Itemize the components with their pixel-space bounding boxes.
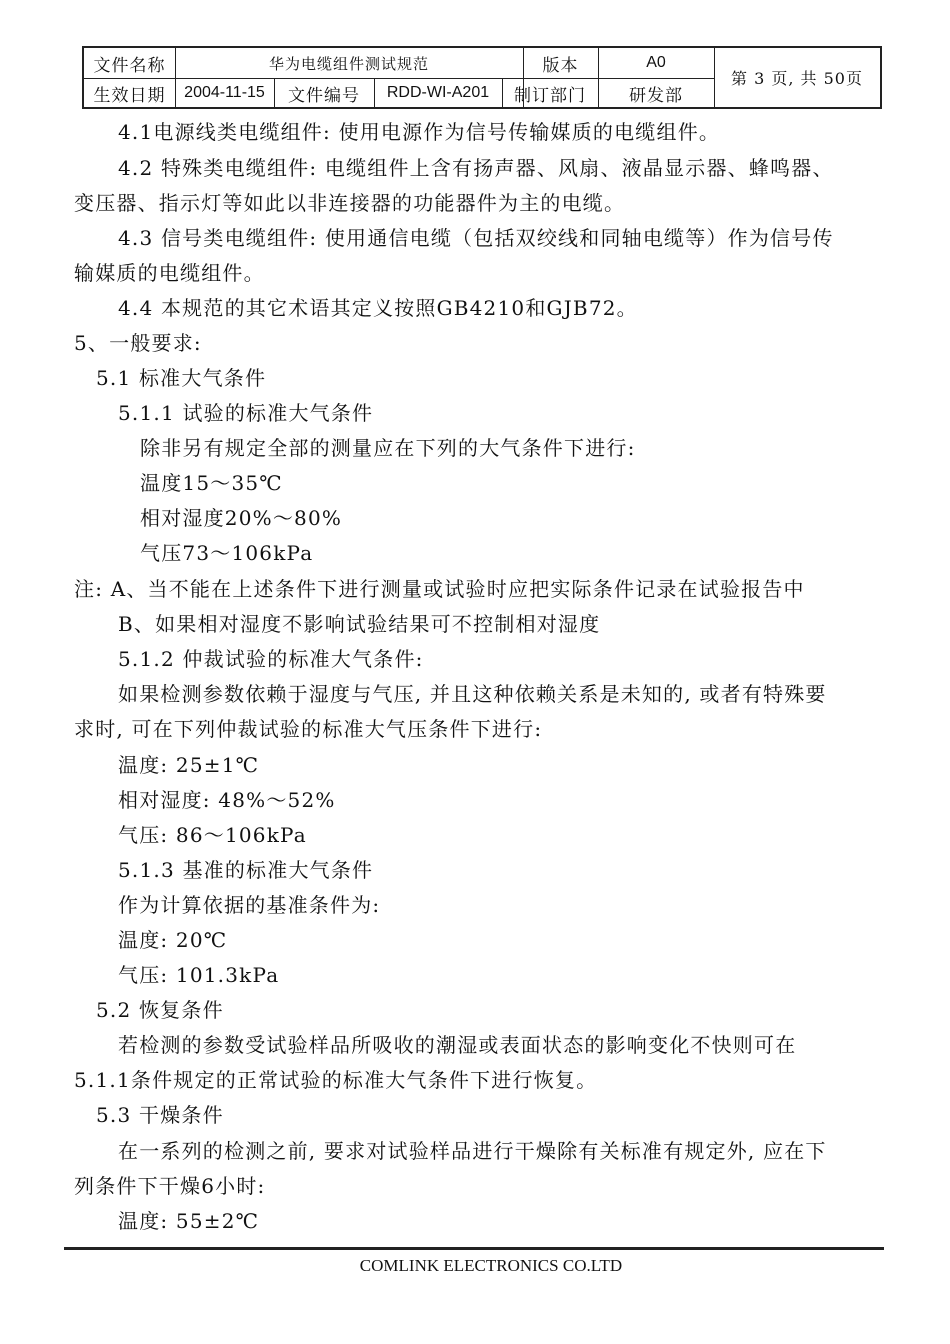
- text-line: 若检测的参数受试验样品所吸收的潮湿或表面状态的影响变化不快则可在: [118, 1033, 797, 1057]
- text-line: 温度: 20℃: [118, 928, 228, 952]
- note-line: B、如果相对湿度不影响试验结果可不控制相对湿度: [118, 612, 601, 636]
- text-line: 4.4 本规范的其它术语其定义按照GB4210和GJB72。: [118, 296, 638, 320]
- text-line: 5.1.1条件规定的正常试验的标准大气条件下进行恢复。: [74, 1068, 598, 1092]
- section-heading: 5.1.3 基准的标准大气条件: [118, 858, 374, 882]
- text-line: 温度15～35℃: [140, 471, 283, 495]
- effective-date: 2004-11-15: [184, 84, 265, 101]
- text-line: 气压: 101.3kPa: [118, 963, 280, 987]
- text-line: 求时, 可在下列仲裁试验的标准大气压条件下进行:: [74, 717, 543, 741]
- text-line: 相对湿度20%～80%: [140, 506, 343, 530]
- text-line: 4.1电源线类电缆组件: 使用电源作为信号传输媒质的电缆组件。: [118, 120, 721, 144]
- text-line: 相对湿度: 48%～52%: [118, 788, 336, 812]
- note-line: 注: A、当不能在上述条件下进行测量或试验时应把实际条件记录在试验报告中: [74, 577, 805, 601]
- text-line: 如果检测参数依赖于湿度与气压, 并且这种依赖关系是未知的, 或者有特殊要: [118, 682, 827, 706]
- text-line: 列条件下干燥6小时:: [74, 1174, 266, 1198]
- text-line: 4.3 信号类电缆组件: 使用通信电缆（包括双绞线和同轴电缆等）作为信号传: [118, 226, 834, 250]
- text-line: 气压: 86～106kPa: [118, 823, 307, 847]
- text-line: 温度: 55±2℃: [118, 1209, 260, 1233]
- section-heading: 5.1.2 仲裁试验的标准大气条件:: [118, 647, 424, 671]
- text-line: 在一系列的检测之前, 要求对试验样品进行干燥除有关标准有规定外, 应在下: [118, 1139, 827, 1163]
- text-line: 4.2 特殊类电缆组件: 电缆组件上含有扬声器、风扇、液晶显示器、蜂鸣器、: [118, 156, 834, 180]
- text-line: 温度: 25±1℃: [118, 753, 260, 777]
- text-line: 变压器、指示灯等如此以非连接器的功能器件为主的电缆。: [74, 191, 626, 215]
- section-heading: 5.1.1 试验的标准大气条件: [118, 401, 374, 425]
- version-label: 版本: [542, 55, 579, 76]
- text-line: 作为计算依据的基准条件为:: [118, 893, 381, 917]
- text-line: 除非另有规定全部的测量应在下列的大气条件下进行:: [140, 436, 636, 460]
- file-number-label: 文件编号: [288, 85, 360, 106]
- version-value: A0: [646, 54, 666, 71]
- section-heading: 5.2 恢复条件: [96, 998, 224, 1022]
- file-name-label: 文件名称: [93, 55, 166, 76]
- section-heading: 5.3 干燥条件: [96, 1103, 224, 1127]
- text-line: 气压73～106kPa: [140, 541, 314, 565]
- file-number: RDD-WI-A201: [386, 84, 490, 101]
- effective-date-label: 生效日期: [93, 85, 166, 106]
- footer-company: COMLINK ELECTRONICS CO.LTD: [359, 1256, 623, 1275]
- dept-value: 研发部: [629, 85, 683, 106]
- dept-label: 制订部门: [514, 85, 586, 106]
- footer-rule: [64, 1247, 884, 1250]
- page-info: 第 3 页, 共 50页: [731, 69, 863, 88]
- text-line: 输媒质的电缆组件。: [74, 261, 265, 285]
- section-heading: 5.1 标准大气条件: [96, 366, 267, 390]
- section-heading: 5、一般要求:: [74, 331, 202, 355]
- document-header-table: [82, 46, 882, 109]
- file-name: 华为电缆组件测试规范: [268, 54, 429, 73]
